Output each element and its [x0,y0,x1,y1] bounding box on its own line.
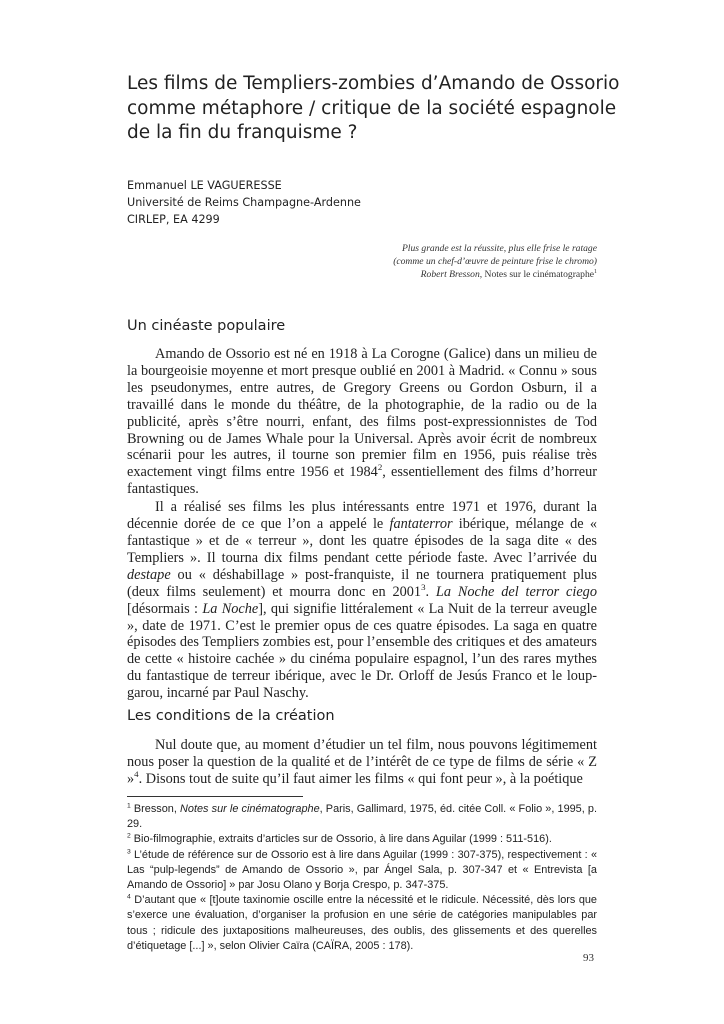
paragraph [127,346,597,498]
footnote-number: 3 [127,847,131,855]
text-run: Bresson, [130,803,181,815]
title-line: Les films de Templiers-zombies d’Amando de Ossorio [127,73,620,94]
text-run: ], qui signifie littéralement « La Nuit de la terreur aveugle », date de 1971. C’est le premier opus de ces quatre épisodes. La saga en quatre épisodes des Templiers zombies est, pour l’ensemble des critiques et des amateurs de cette « histoire cachée » du cinéma populaire espagnol, l’un des rares mythes du fantastique de terreur ibérique, avec le Dr. Orloff de Jesús Franco et le loup-garou, incarné par Paul Naschy. [127,600,598,702]
footnote [127,832,597,847]
article-title [127,72,620,146]
text-run: . Disons tout de suite qu’il faut aimer les films « qui font peur », à la poétique [138,770,583,787]
epigraph-work: Notes sur le cinématographe [482,269,595,280]
footnote-ref: 4 [134,769,139,780]
text-run: , Paris, Gallimard, 1975, éd. citée Coll. « Folio », 1995, p. 29. [127,803,597,831]
paragraph [127,499,597,702]
author-lab: CIRLEP, EA 4299 [127,213,220,226]
italic-text: fantaterror [389,516,453,533]
text-run: ou « déshabillage » post-franquiste, il ne tournera pratiquement plus (deux films seulement) et mourra donc en 2001 [127,566,597,600]
title-line: de la fin du franquisme ? [127,122,358,143]
epigraph-author: Robert Bresson, [420,269,483,280]
author-block [127,177,361,228]
section-heading: Un cinéaste populaire [127,318,286,334]
italic-text: Notes sur le cinématographe [180,803,320,815]
footnote-ref: 3 [421,581,426,592]
footnote-number: 1 [127,802,131,810]
footnote-ref: 1 [594,268,597,275]
text-run: , essentiellement des films d’horreur fantastiques. [127,464,597,498]
footnote [127,848,597,894]
footnotes [127,802,597,954]
text-run: . [425,583,436,600]
text-run: Nul doute que, au moment d’étudier un tel film, nous pouvons légitimement nous poser la question de la qualité et de l’intérêt de ce type de films de série « Z » [127,737,597,787]
text-run: Amando de Ossorio est né en 1918 à La Corogne (Galice) dans un milieu de la bourgeoisie moyenne et mort presque oublié en 2001 à Madrid. « Connu » sous les pseudonymes, entre autres, de Gregory Greens ou Gordon Osburn, il a travaillé dans le monde du théâtre, de la photographie, de la radio ou de la publicité, après s’être nourri, enfant, des films post-expressionnistes de Tod Browning ou de James Whale pour la Universal. Après avoir écrit de nombreux scénarii pour les autres, il tourne son premier film en 1956, puis réalise très exactement vingt films entre 1956 et 1984 [127,346,597,481]
text-run: Bio-filmographie, extraits d’articles sur de Ossorio, à lire dans Aguilar (1999 : 511-516). [130,833,552,846]
text-run: [désormais : [127,600,203,617]
text-run: L’étude de référence sur de Ossorio est à lire dans Aguilar (1999 : 307-375), respectivement : « Las “pulp-legends” de Amando de Ossorio », par Ángel Sala, p. 307-347 et « Entrevista [a Amando de Ossorio] » par Josu Olano y Borja Crespo, p. 347-375. [127,848,597,892]
epigraph [393,242,597,281]
text-run: D’autant que « [t]oute taxinomie oscille entre la nécessité et le ridicule. Nécessité, dès lors que s’exerce une évaluation, d’organiser la profusion en une série de catégories manipulables par tous ; ridicule des juxtapositions malheureuses, des oublis, des glissements et des querelles d’étiquetage [...] », selon Olivier Caïra (CAÏRA, 2005 : 178). [127,894,597,952]
footnote-ref: 2 [377,462,383,473]
epigraph-attribution [393,268,597,281]
epigraph-text: Plus grande est la réussite, plus elle frise le ratage [401,243,597,254]
footnote-separator [127,796,303,797]
section-heading: Les conditions de la création [127,708,335,724]
footnote-number: 2 [127,832,131,840]
footnote-number: 4 [127,893,131,901]
footnote [127,893,597,954]
italic-text: La Noche del terror ciego [435,583,597,600]
epigraph-line [393,255,597,268]
footnote [127,802,597,832]
author-name: Emmanuel LE VAGUERESSE [127,179,282,192]
italic-text: destape [127,566,171,583]
paragraph [127,737,597,788]
epigraph-text: (comme un chef-d’œuvre de peinture frise le chromo) [393,256,597,267]
title-line: comme métaphore / critique de la société espagnole [127,97,617,119]
page-number: 93 [583,952,594,964]
section-body [127,737,597,788]
author-affiliation: Université de Reims Champagne-Ardenne [127,196,361,209]
epigraph-line [393,242,597,255]
section-body [127,346,597,702]
text-run: Il a réalisé ses films les plus intéressants entre 1971 et 1976, durant la décennie dorée de ce que l’on a appelé le [127,499,597,533]
text-run: ibérique, mélange de « fantastique » et de « terreur », dont les quatre épisodes de la saga dite « des Templiers ». Il tourna dix films pendant cette période faste. Avec l’arrivée du [127,516,597,566]
italic-text: La Noche [202,600,259,617]
